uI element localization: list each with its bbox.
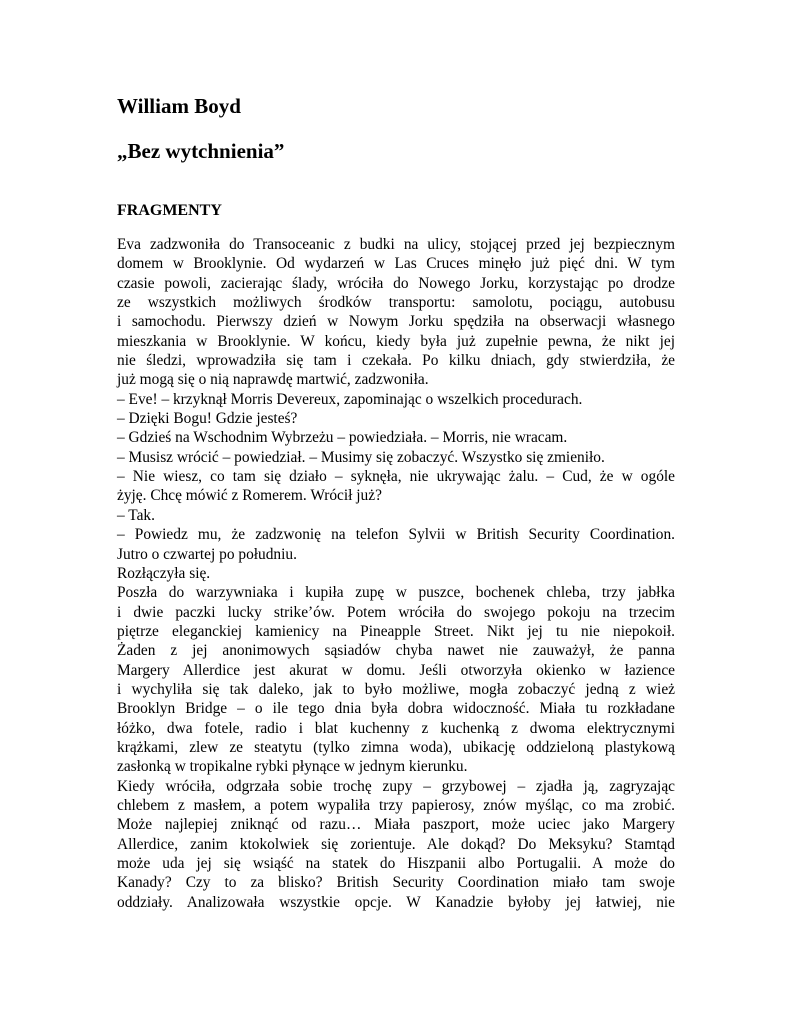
text-line: Żaden z jej anonimowych sąsiadów chyba nawet nie zauważył, że panna <box>117 642 675 660</box>
text-line: Eva zadzwoniła do Transoceanic z budki na ulicy, stojącej przed jej bezpiecznym <box>117 236 675 253</box>
text-line: może uda jej się wsiąść na statek do Hiszpanii albo Portugalii. A może do <box>117 855 675 872</box>
text-line: chlebem z masłem, a potem wypaliła trzy papierosy, znów myśląc, co ma zrobić. <box>117 796 675 814</box>
text-line: i samochodu. Pierwszy dzień w Nowym Jorku spędziła na obserwacji własnego <box>117 313 675 331</box>
text-line: już mogą się o nią naprawdę martwić, zadzwoniła. <box>117 371 429 389</box>
text-line: nie śledzi, wprowadziła się tam i czekała. Po kilku dniach, gdy stwierdziła, że <box>117 352 675 370</box>
text-line: Allerdice, zanim ktokolwiek się zorientuje. Ale dokąd? Do Meksyku? Stamtąd <box>117 835 675 853</box>
text-line: – Dzięki Bogu! Gdzie jesteś? <box>117 410 298 428</box>
text-line: – Musisz wrócić – powiedział. – Musimy się zobaczyć. Wszystko się zmieniło. <box>117 448 605 466</box>
text-line: Kanady? Czy to za blisko? British Security Coordination miało tam swoje <box>117 874 675 892</box>
text-line: żyję. Chcę mówić z Romerem. Wrócił już? <box>117 487 382 505</box>
text-line: zasłonką w tropikalne rybki płynące w jednym kierunku. <box>117 758 468 776</box>
text-line: piętrze eleganckiej kamienicy na Pineapple Street. Nikt jej tu nie niepokoił. <box>117 622 675 640</box>
text-line: krążkami, zlew ze steatytu (tylko zimna woda), ubikację oddzieloną plastykową <box>117 738 675 756</box>
text-line: czasie powoli, zacierając ślady, wróciła do Nowego Jorku, korzystając po drodze <box>117 274 675 292</box>
text-line: i wychyliła się tak daleko, jak to było możliwe, mogła zobaczyć jedną z wież <box>117 680 675 698</box>
text-line: Brooklyn Bridge – o ile tego dnia była dobra widoczność. Miała tu rozkładane <box>117 700 675 718</box>
text-line: – Tak. <box>117 506 155 524</box>
text-line: łóżko, dwa fotele, radio i blat kuchenny z kuchenką z dwoma elektrycznymi <box>117 719 675 737</box>
section-heading: FRAGMENTY <box>117 202 222 219</box>
text-line: i dwie paczki lucky strike’ów. Potem wróciła do swojego pokoju na trzecim <box>117 603 675 621</box>
text-line: Kiedy wróciła, odgrzała sobie trochę zupy – grzybowej – zjadła ją, zagryzając <box>117 777 675 795</box>
text-line: Margery Allerdice jest akurat w domu. Jeśli otworzyła okienko w łazience <box>117 661 675 679</box>
text-line: – Powiedz mu, że zadzwonię na telefon Sylvii w British Security Coordination. <box>117 526 675 544</box>
text-line: – Nie wiesz, co tam się działo – syknęła, nie ukrywając żalu. – Cud, że w ogóle <box>117 468 675 486</box>
text-line: ze wszystkich możliwych środków transportu: samolotu, pociągu, autobusu <box>117 294 675 312</box>
text-line: Rozłączyła się. <box>117 564 211 582</box>
body-text <box>117 235 675 912</box>
author-heading: William Boyd <box>117 94 241 118</box>
text-line: Może najlepiej zniknąć od razu… Miała paszport, może uciec jako Margery <box>117 816 675 834</box>
text-line: mieszkania w Brooklynie. W końcu, kiedy była już zupełnie pewna, że nikt jej <box>117 332 675 350</box>
text-line: oddziały. Analizowała wszystkie opcje. W Kanadzie byłoby jej łatwiej, nie <box>117 893 675 911</box>
text-line: – Gdzieś na Wschodnim Wybrzeżu – powiedziała. – Morris, nie wracam. <box>117 429 568 447</box>
text-line: domem w Brooklynie. Od wydarzeń w Las Cruces minęło już pięć dni. W tym <box>117 255 675 273</box>
text-line: Poszła do warzywniaka i kupiła zupę w puszce, bochenek chleba, trzy jabłka <box>117 584 675 602</box>
text-line: Jutro o czwartej po południu. <box>117 545 297 563</box>
text-line: – Eve! – krzyknął Morris Devereux, zapominając o wszelkich procedurach. <box>117 390 583 408</box>
book-title-heading: „Bez wytchnienia” <box>117 139 285 163</box>
